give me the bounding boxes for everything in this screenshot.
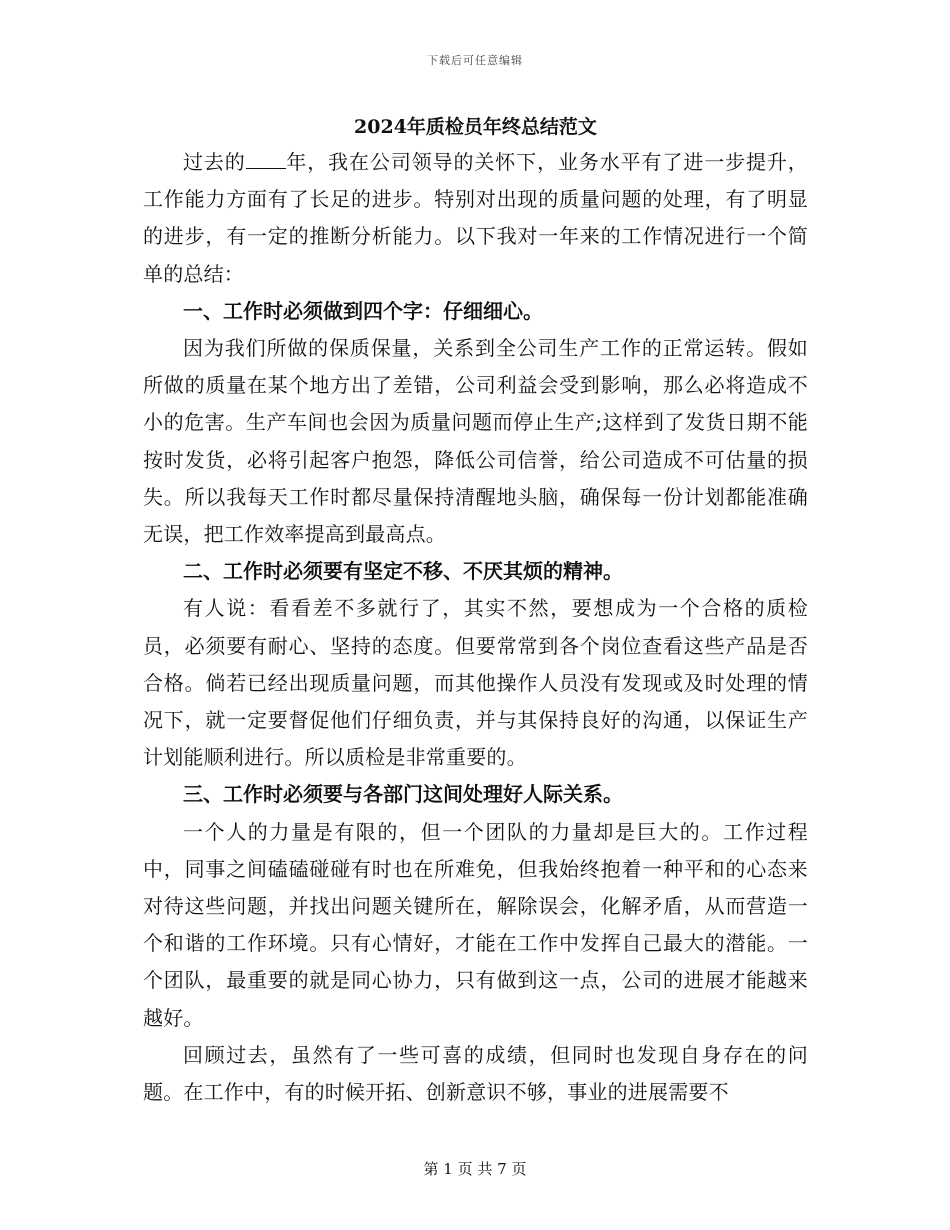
section-1-heading: 一、工作时必须做到四个字：仔细细心。 <box>183 298 543 323</box>
year-blank <box>246 148 286 169</box>
section-3-heading: 三、工作时必须要与各部门这间处理好人际关系。 <box>183 782 623 807</box>
intro-after-blank: 年，我在公司领导的关怀下，业务水平有了进一步提升，工作能力方面有了长足的进步。特别对出现的质量问题的处理，有了明显的进步，有一定的推断分析能力。以下我对一年来的工作情况进行一个简单的总结： <box>143 150 809 286</box>
intro-before-blank: 过去的 <box>183 150 246 174</box>
section-2-body: 有人说：看看差不多就行了，其实不然，要想成为一个合格的质检员，必须要有耐心、坚持的态度。但要常常到各个岗位查看这些产品是否合格。倘若已经出现质量问题，而其他操作人员没有发现或及时处理的情况下，就一定要督促他们仔细负责，并与其保持良好的沟通，以保证生产计划能顺利进行。所以质检是非常重要的。 <box>143 596 808 770</box>
document-title: 2024年质检员年终总结范文 <box>354 116 597 138</box>
section-1-body: 因为我们所做的保质保量，关系到全公司生产工作的正常运转。假如所做的质量在某个地方出了差错，公司利益会受到影响，那么必将造成不小的危害。生产车间也会因为质量问题而停止生产;这样到了发货日期不能按时发货，必将引起客户抱怨，降低公司信誉，给公司造成不可估量的损失。所以我每天工作时都尽量保持清醒地头脑，确保每一份计划都能准确无误，把工作效率提高到最高点。 <box>143 336 808 547</box>
section-2-heading: 二、工作时必须要有坚定不移、不厌其烦的精神。 <box>183 559 623 584</box>
section-3-body: 一个人的力量是有限的，但一个团队的力量却是巨大的。工作过程中，同事之间磕磕碰碰有时也在所难免，但我始终抱着一种平和的心态来对待这些问题，并找出问题关键所在，解除误会，化解矛盾，从而营造一个和谐的工作环境。只有心情好，才能在工作中发挥自己最大的潜能。一个团队，最重要的就是同心协力，只有做到这一点，公司的进展才能越来越好。 <box>143 819 808 1030</box>
closing-paragraph: 回顾过去，虽然有了一些可喜的成绩，但同时也发现自身存在的问题。在工作中，有的时候开拓、创新意识不够，事业的进展需要不 <box>143 1042 808 1105</box>
header-note: 下载后可任意编辑 <box>427 54 523 67</box>
intro-paragraph <box>143 144 808 293</box>
document-body <box>143 110 808 1111</box>
page-footer: 第 1 页 共 7 页 <box>423 1160 527 1178</box>
